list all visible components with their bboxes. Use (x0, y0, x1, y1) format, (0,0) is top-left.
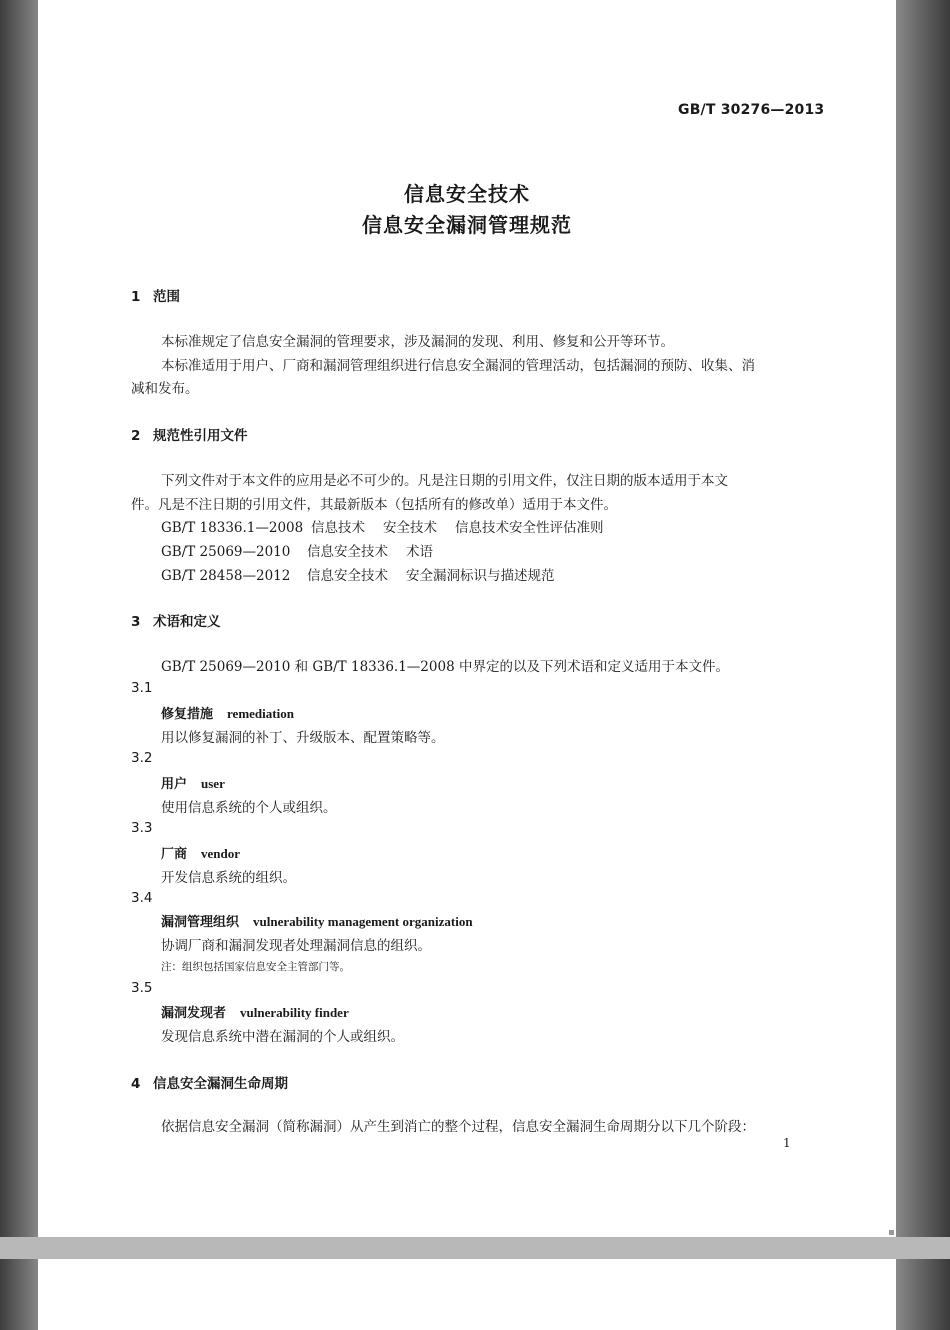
term-zh: 用户 (161, 777, 188, 792)
term-definition: 使用信息系统的个人或组织。 (161, 800, 337, 816)
term-entry (161, 703, 294, 722)
term-en: remediation (227, 706, 294, 721)
term-entry (161, 911, 473, 930)
section-title: 术语和定义 (153, 614, 221, 630)
term-definition: 发现信息系统中潜在漏洞的个人或组织。 (161, 1029, 404, 1045)
reference-title-part: 信息安全技术 (307, 544, 388, 560)
reference-title-part: 安全技术 (383, 520, 437, 536)
term-number: 3.1 (131, 680, 153, 696)
term-zh: 修复措施 (161, 707, 214, 722)
paragraph: 本标准规定了信息安全漏洞的管理要求，涉及漏洞的发现、利用、修复和公开等环节。 (161, 334, 674, 350)
reference-code: GB/T 28458—2012 (161, 568, 291, 584)
reference-title-part: 信息安全技术 (307, 568, 388, 584)
term-entry (161, 1002, 349, 1021)
section-heading-terms-definitions (131, 610, 221, 630)
paragraph: 下列文件对于本文件的应用是必不可少的。凡是注日期的引用文件，仅注日期的版本适用于本文 (161, 473, 728, 489)
section-title: 信息安全漏洞生命周期 (153, 1076, 288, 1092)
term-number: 3.5 (131, 980, 153, 996)
page-number: 1 (783, 1136, 791, 1150)
term-definition: 用以修复漏洞的补丁、升级版本、配置策略等。 (161, 730, 445, 746)
section-heading-lifecycle (131, 1072, 288, 1092)
section-number: 3 (131, 614, 141, 630)
reference-item (161, 516, 604, 536)
term-zh: 漏洞发现者 (161, 1006, 227, 1021)
term-en: vendor (201, 846, 241, 861)
section-number: 1 (131, 289, 141, 305)
term-en: vulnerability finder (240, 1005, 349, 1020)
page-corner-mark (889, 1230, 894, 1235)
section-title: 范围 (153, 289, 180, 305)
reference-item (161, 540, 433, 560)
reference-title-part: 术语 (406, 544, 433, 560)
term-zh: 厂商 (161, 847, 188, 862)
section-heading-scope (131, 285, 180, 305)
paragraph-continued: 减和发布。 (131, 381, 199, 397)
paragraph-continued: 件。凡是不注日期的引用文件，其最新版本（包括所有的修改单）适用于本文件。 (131, 497, 617, 513)
next-document-page (38, 1259, 896, 1330)
term-note: 注：组织包括国家信息安全主管部门等。 (161, 961, 350, 973)
standard-number: GB/T 30276—2013 (678, 102, 825, 118)
term-entry (161, 843, 240, 862)
reference-item (161, 564, 555, 584)
term-en: user (201, 776, 225, 791)
document-page (38, 0, 896, 1237)
paragraph: 本标准适用于用户、厂商和漏洞管理组织进行信息安全漏洞的管理活动，包括漏洞的预防、收集、消 (161, 358, 755, 374)
document-title-line2: 信息安全漏洞管理规范 (362, 213, 572, 237)
viewer-background-left (0, 0, 40, 1330)
term-number: 3.2 (131, 750, 153, 766)
term-number: 3.3 (131, 820, 153, 836)
section-title: 规范性引用文件 (153, 428, 248, 444)
term-entry (161, 773, 225, 792)
paragraph: 依据信息安全漏洞（简称漏洞）从产生到消亡的整个过程，信息安全漏洞生命周期分以下几个阶段： (161, 1119, 755, 1135)
paragraph: GB/T 25069—2010 和 GB/T 18336.1—2008 中界定的以及下列术语和定义适用于本文件。 (161, 659, 729, 675)
page-gap (0, 1237, 950, 1259)
reference-code: GB/T 18336.1—2008 (161, 520, 304, 536)
viewer-background-right (895, 0, 950, 1330)
reference-title-part: 信息技术安全性评估准则 (455, 520, 604, 536)
term-zh: 漏洞管理组织 (161, 915, 240, 930)
section-heading-normative-references (131, 424, 248, 444)
term-number: 3.4 (131, 890, 153, 906)
term-en: vulnerability management organization (253, 914, 473, 929)
section-number: 4 (131, 1076, 141, 1092)
term-definition: 协调厂商和漏洞发现者处理漏洞信息的组织。 (161, 938, 431, 954)
document-title-line1: 信息安全技术 (404, 182, 530, 206)
reference-title-part: 信息技术 (311, 520, 365, 536)
reference-code: GB/T 25069—2010 (161, 544, 291, 560)
reference-title-part: 安全漏洞标识与描述规范 (406, 568, 555, 584)
term-definition: 开发信息系统的组织。 (161, 870, 296, 886)
section-number: 2 (131, 428, 141, 444)
